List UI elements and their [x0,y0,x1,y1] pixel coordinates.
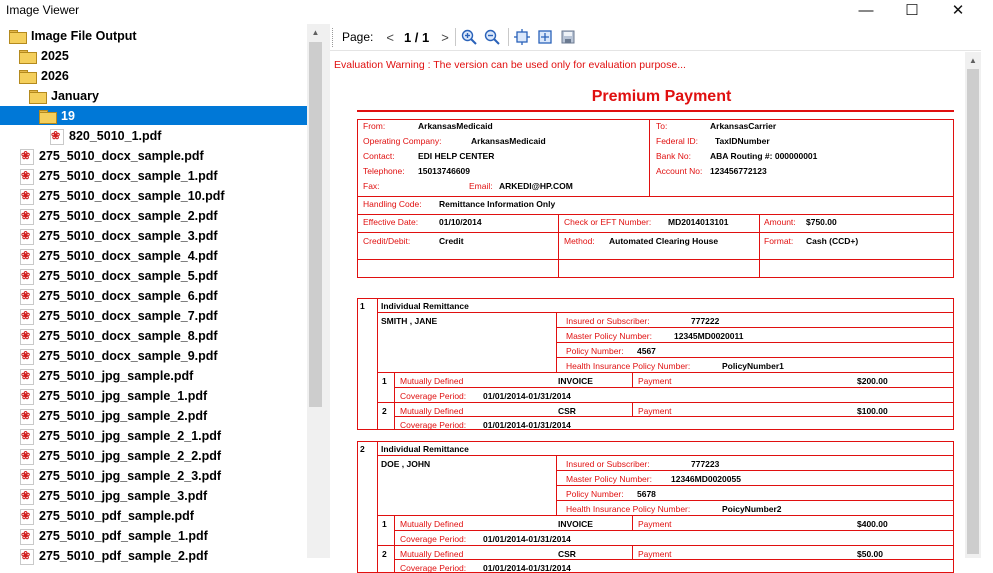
tree-label: 275_5010_docx_sample_1.pdf [39,168,218,183]
pdf-file-icon [19,229,33,243]
viewer-toolbar [330,24,981,51]
line-number: 2 [382,549,387,559]
close-button[interactable]: ✕ [951,2,965,19]
scroll-up-arrow-icon[interactable]: ▲ [969,55,977,65]
mutually-defined-value: CSR [558,406,576,416]
coverage-period-label: Coverage Period: [400,391,467,401]
col-line [377,441,378,573]
master-policy-label: Master Policy Number: [566,474,652,484]
payment-label: Payment [638,376,672,386]
row-line [377,515,954,516]
pdf-file-icon [19,269,33,283]
payment-label: Payment [638,549,672,559]
tree-folder-root[interactable] [9,26,137,45]
remittance-heading: Individual Remittance [381,444,469,454]
to-label: To: [656,121,668,131]
row-line [377,455,954,456]
tree-file-item[interactable] [19,366,193,385]
federal-id-value: TaxIDNumber [715,136,770,146]
check-eft-label: Check or EFT Number: [564,217,652,227]
master-policy-label: Master Policy Number: [566,331,652,341]
tree-file-item[interactable] [19,526,208,545]
payment-value: $400.00 [857,519,888,529]
document-page [330,52,965,573]
row-line [556,342,954,343]
tree-file-item[interactable] [19,226,218,245]
row-line [556,327,954,328]
telephone-label: Telephone: [363,166,405,176]
mutually-defined-value: INVOICE [558,376,593,386]
col-line [632,372,633,387]
policy-number-label: Policy Number: [566,346,624,356]
mutually-defined-label: Mutually Defined [400,376,464,386]
health-policy-label: Health Insurance Policy Number: [566,504,691,514]
tree-label: 275_5010_docx_sample.pdf [39,148,204,163]
tree-folder-2026[interactable] [19,66,69,85]
payment-value: $100.00 [857,406,888,416]
coverage-period-value: 01/01/2014-01/31/2014 [483,420,571,430]
tree-label: 275_5010_pdf_sample_1.pdf [39,528,208,543]
tree-label: 275_5010_jpg_sample_1.pdf [39,388,208,403]
row-line [556,485,954,486]
header-divider [649,119,650,196]
contact-label: Contact: [363,151,395,161]
from-value: ArkansasMedicaid [418,121,493,131]
health-policy-value: PoicyNumber2 [722,504,782,514]
remittance-number: 1 [360,301,365,311]
insured-value: 777222 [691,316,720,326]
payment-label: Payment [638,406,672,416]
row-line [556,470,954,471]
email-label: Email: [469,181,493,191]
title-bar [0,0,981,22]
pdf-file-icon [19,469,33,483]
pdf-file-icon [19,509,33,523]
mutually-defined-label: Mutually Defined [400,549,464,559]
amount-value: $750.00 [806,217,837,227]
document-title: Premium Payment [591,88,732,105]
row-line [357,214,954,215]
pdf-file-icon [19,149,33,163]
row-line [556,500,954,501]
folder-icon [19,69,35,83]
pdf-file-icon [19,549,33,563]
tree-label: 2026 [41,68,69,83]
remittance-name: DOE , JOHN [381,459,431,469]
row-line [357,196,954,197]
row-line [377,545,954,546]
operating-company-label: Operating Company: [363,136,442,146]
credit-debit-label: Credit/Debit: [363,236,411,246]
coverage-period-value: 01/01/2014-01/31/2014 [483,534,571,544]
tree-file-item[interactable] [19,546,208,565]
pdf-file-icon [49,129,63,143]
toolbar-separator [508,28,509,46]
policy-number-label: Policy Number: [566,489,624,499]
col-line [632,545,633,559]
credit-debit-value: Credit [439,236,464,246]
row-line [394,416,954,417]
pdf-file-icon [19,249,33,263]
tree-file-item[interactable] [19,186,225,205]
to-value: ArkansasCarrier [710,121,777,131]
row-line [357,232,954,233]
master-policy-value: 12345MD0020011 [674,331,744,341]
payment-label: Payment [638,519,672,529]
row-line [394,530,954,531]
tree-label: 275_5010_docx_sample_2.pdf [39,208,218,223]
bank-no-value: ABA Routing #: 000000001 [710,151,818,161]
mutually-defined-label: Mutually Defined [400,406,464,416]
format-label: Format: [764,236,794,246]
tree-label: 19 [61,108,75,123]
toolbar-grip [332,28,335,47]
title-underline [357,110,954,112]
tree-file-item[interactable] [19,266,218,285]
insured-label: Insured or Subscriber: [566,459,650,469]
check-eft-value: MD2014013101 [668,217,729,227]
tree-label: 275_5010_jpg_sample_2.pdf [39,408,208,423]
tree-label: 275_5010_jpg_sample_3.pdf [39,488,208,503]
amount-label: Amount: [764,217,796,227]
account-no-label: Account No: [656,166,703,176]
tree-folder-19[interactable] [0,106,307,125]
tree-file-item[interactable] [19,466,221,485]
pdf-file-icon [19,349,33,363]
tree-file-item[interactable] [19,446,221,465]
mutually-defined-value: CSR [558,549,576,559]
col-line [377,298,378,430]
coverage-period-label: Coverage Period: [400,420,467,430]
tree-file-820[interactable] [49,126,161,145]
pdf-file-icon [19,309,33,323]
window-title: Image Viewer [6,3,80,17]
pdf-file-icon [19,369,33,383]
next-page-button[interactable]: > [441,29,449,45]
tree-label: 275_5010_docx_sample_6.pdf [39,288,218,303]
row-line [377,312,954,313]
pdf-file-icon [19,429,33,443]
tree-label: 275_5010_docx_sample_7.pdf [39,308,218,323]
minimize-button[interactable]: — [858,1,874,19]
pdf-file-icon [19,209,33,223]
line-number: 1 [382,376,387,386]
pdf-file-icon [19,449,33,463]
col-line [632,402,633,416]
line-number: 2 [382,406,387,416]
tree-label: January [51,88,99,103]
tree-label: 275_5010_docx_sample_3.pdf [39,228,218,243]
effective-date-value: 01/10/2014 [439,217,482,227]
fit-window-icon[interactable] [513,28,532,47]
row-line [556,357,954,358]
insured-label: Insured or Subscriber: [566,316,650,326]
mutually-defined-value: INVOICE [558,519,593,529]
tree-label: 275_5010_docx_sample_4.pdf [39,248,218,263]
row-line [394,387,954,388]
image-viewer-panel [330,24,981,573]
pdf-file-icon [19,409,33,423]
tree-folder-january[interactable] [29,86,99,105]
pdf-file-icon [19,189,33,203]
scroll-thumb[interactable] [309,42,322,407]
tree-file-item[interactable] [19,346,218,365]
health-policy-label: Health Insurance Policy Number: [566,361,691,371]
method-value: Automated Clearing House [609,236,719,246]
tree-file-item[interactable] [19,146,204,165]
payment-value: $50.00 [857,549,883,559]
tree-label: 275_5010_pdf_sample_2.pdf [39,548,208,563]
row-line [377,402,954,403]
zoom-in-icon[interactable] [460,28,479,47]
folder-icon [19,49,35,63]
zoom-out-icon[interactable] [483,28,502,47]
tree-label: 275_5010_jpg_sample_2_2.pdf [39,448,222,463]
handling-code-value: Remittance Information Only [439,199,556,209]
tree-file-item[interactable] [19,386,207,405]
operating-company-value: ArkansasMedicaid [471,136,546,146]
email-value: ARKEDI@HP.COM [499,181,573,191]
folder-icon [39,109,55,123]
tree-file-item[interactable] [19,486,207,505]
tree-file-item[interactable] [19,506,194,525]
row-line [357,259,954,260]
pdf-file-icon [19,169,33,183]
tree-label: 275_5010_docx_sample_10.pdf [39,188,225,203]
folder-icon [29,89,45,103]
scroll-thumb[interactable] [967,69,979,554]
federal-id-label: Federal ID: [656,136,699,146]
remittance-name: SMITH , JANE [381,316,438,326]
tree-folder-2025[interactable] [19,46,69,65]
tree-file-item[interactable] [19,306,218,325]
file-tree [0,24,307,563]
tree-file-item[interactable] [19,166,218,185]
coverage-period-label: Coverage Period: [400,534,467,544]
mutually-defined-label: Mutually Defined [400,519,464,529]
payment-value: $200.00 [857,376,888,386]
pdf-file-icon [19,489,33,503]
save-icon[interactable] [559,28,578,47]
folder-icon [9,29,25,43]
maximize-button[interactable]: ☐ [905,2,919,19]
tree-file-item[interactable] [19,406,207,425]
bank-no-label: Bank No: [656,151,691,161]
tree-file-item[interactable] [19,426,221,445]
tree-label: 275_5010_docx_sample_5.pdf [39,268,218,283]
fax-label: Fax: [363,181,380,191]
coverage-period-value: 01/01/2014-01/31/2014 [483,563,571,573]
remittance-heading: Individual Remittance [381,301,469,311]
prev-page-button[interactable]: < [386,29,394,45]
tree-label: 275_5010_jpg_sample.pdf [39,368,194,383]
format-value: Cash (CCD+) [806,236,859,246]
pdf-file-icon [19,289,33,303]
col-line [632,515,633,530]
coverage-period-label: Coverage Period: [400,563,467,573]
tree-file-item[interactable] [19,326,218,345]
col-line [759,214,760,278]
scroll-up-arrow-icon[interactable]: ▲ [311,28,320,37]
row-line [377,372,954,373]
coverage-period-value: 01/01/2014-01/31/2014 [483,391,571,401]
policy-number-value: 4567 [637,346,656,356]
tree-label: 2025 [41,48,69,63]
tree-label: 275_5010_docx_sample_8.pdf [39,328,218,343]
page-indicator: 1 / 1 [403,29,430,45]
policy-number-value: 5678 [637,489,656,499]
insured-value: 777223 [691,459,720,469]
col-line [558,214,559,278]
method-label: Method: [564,236,595,246]
telephone-value: 15013746609 [418,166,471,176]
pdf-file-icon [19,389,33,403]
tree-scrollbar[interactable] [307,24,324,558]
contact-value: EDI HELP CENTER [418,151,495,161]
remittance-number: 2 [360,444,365,454]
tree-file-item[interactable] [19,286,218,305]
tree-label: 275_5010_pdf_sample.pdf [39,508,194,523]
account-no-value: 123456772123 [710,166,767,176]
master-policy-value: 12346MD0020055 [671,474,741,484]
tree-file-item[interactable] [19,246,218,265]
evaluation-warning: Evaluation Warning : The version can be used only for evaluation purpose... [334,59,686,71]
page-label: Page: [342,30,374,44]
pdf-file-icon [19,529,33,543]
col-line [394,515,395,573]
pdf-file-icon [19,329,33,343]
from-label: From: [363,121,386,131]
tree-label: 275_5010_jpg_sample_2_1.pdf [39,428,222,443]
actual-size-icon[interactable] [536,28,555,47]
effective-date-label: Effective Date: [363,217,419,227]
document-scrollbar[interactable] [965,52,981,558]
col-line [394,372,395,430]
toolbar-separator [455,28,456,46]
row-line [394,559,954,560]
line-number: 1 [382,519,387,529]
health-policy-value: PolicyNumber1 [722,361,784,371]
handling-code-label: Handling Code: [363,199,422,209]
tree-file-item[interactable] [19,206,218,225]
tree-label: 275_5010_jpg_sample_2_3.pdf [39,468,222,483]
tree-label: Image File Output [31,28,137,43]
tree-label: 275_5010_docx_sample_9.pdf [39,348,218,363]
tree-label: 820_5010_1.pdf [69,128,162,143]
